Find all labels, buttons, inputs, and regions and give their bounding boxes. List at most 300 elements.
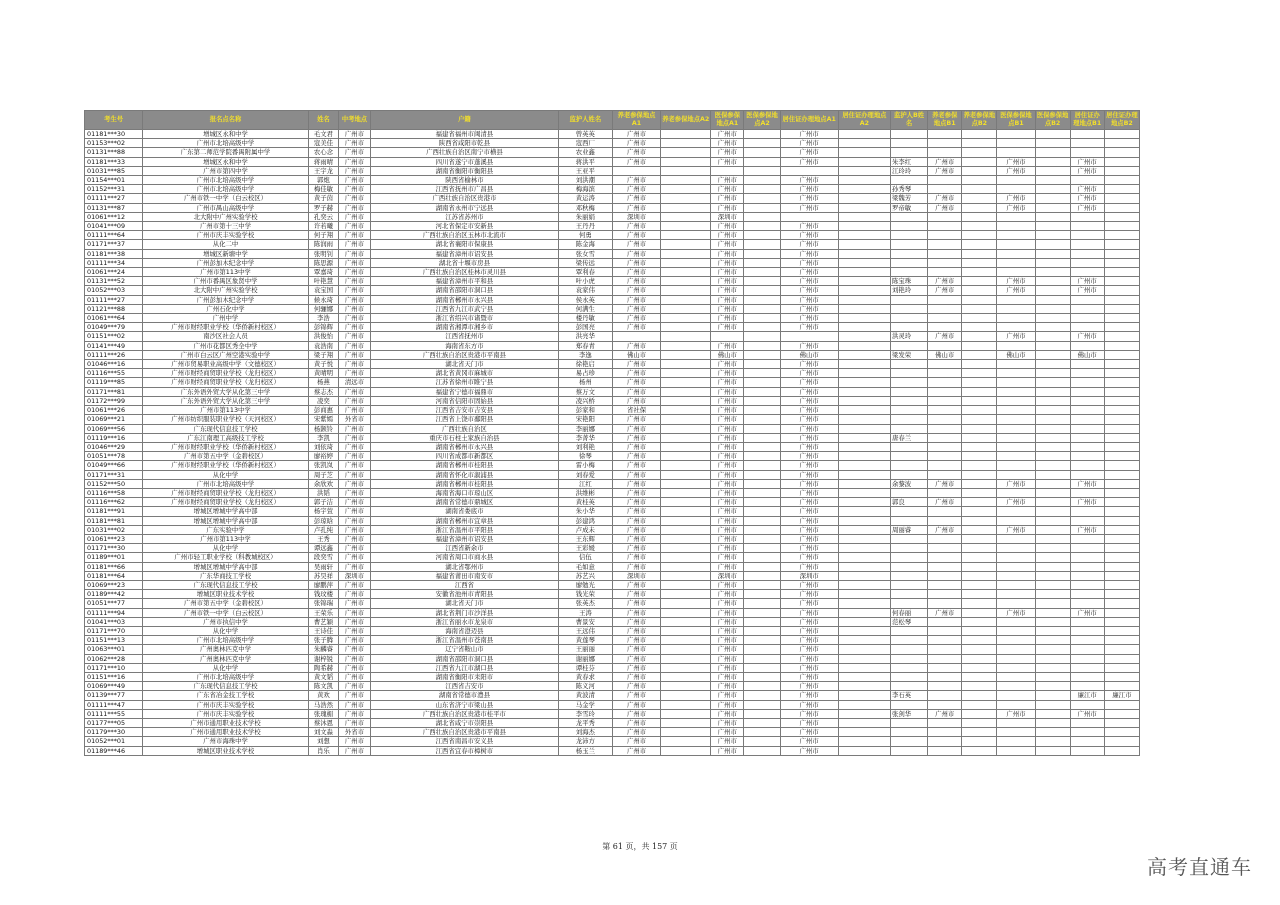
table-cell [1104,203,1139,212]
table-cell [744,295,780,304]
table-cell [711,166,744,175]
table-cell [997,185,1035,194]
table-cell [1104,534,1139,543]
table-cell [928,672,962,681]
table-cell [928,599,962,608]
table-cell: 湖南省郴州市桂阳县 [371,479,559,488]
table-cell [661,636,711,645]
table-cell [838,240,890,249]
table-cell [1035,534,1070,543]
table-cell: 彭建鸿 [558,516,612,525]
table-cell: 湖南省湘潭市湘乡市 [371,323,559,332]
table-cell: 廖裕婷 [308,452,338,461]
table-cell [1035,424,1070,433]
table-row [85,360,1140,369]
table-cell [928,562,962,571]
table-cell [1035,396,1070,405]
table-cell [962,341,997,350]
table-cell [997,304,1035,313]
table-cell [661,442,711,451]
table-row [85,553,1140,562]
table-cell: 01151***02 [85,332,143,341]
table-cell [1035,442,1070,451]
table-cell: 梁魏芳 [890,194,927,203]
table-cell [1035,258,1070,267]
table-cell: 广州市 [338,406,370,415]
table-cell [1104,212,1139,221]
table-cell [838,691,890,700]
table-cell [1070,580,1104,589]
table-cell [1070,728,1104,737]
table-cell: 深圳市 [711,212,744,221]
table-cell: 何满生 [558,304,612,313]
table-cell [838,498,890,507]
table-cell [1104,553,1139,562]
table-cell [997,682,1035,691]
table-cell: 广州市 [711,360,744,369]
table-cell [1104,498,1139,507]
table-cell: 李雪玲 [558,709,612,718]
table-cell: 杨宇萱 [308,507,338,516]
table-cell [1070,507,1104,516]
table-cell: 广州市财经职业学校（华侨新村校区） [143,323,309,332]
table-cell [1104,461,1139,470]
table-cell [1104,258,1139,267]
table-cell: 江玲玲 [890,166,927,175]
table-cell: 广州市 [780,139,838,148]
table-cell [661,341,711,350]
table-cell: 广州市 [1070,608,1104,617]
table-cell: 徐艳启 [558,360,612,369]
table-cell: 广州市 [1070,166,1104,175]
table-cell [838,249,890,258]
table-cell [962,507,997,516]
table-cell: 广州市 [711,562,744,571]
table-cell [744,424,780,433]
table-cell [890,176,927,185]
table-cell: 广州市 [711,682,744,691]
table-cell [744,304,780,313]
table-cell [962,249,997,258]
table-cell: 杨颢铃 [308,424,338,433]
table-cell [661,415,711,424]
table-cell: 刘依琦 [308,442,338,451]
table-cell [962,304,997,313]
table-cell: 广州市 [780,700,838,709]
table-cell: 广东华商技工学校 [143,571,309,580]
table-cell: 广州市 [338,746,370,755]
table-cell: 广州市通用职业技术学校 [143,728,309,737]
table-cell [744,360,780,369]
table-cell [1104,378,1139,387]
table-cell [744,672,780,681]
table-cell [1070,424,1104,433]
table-cell [1104,599,1139,608]
table-cell: 广州市 [711,599,744,608]
table-cell: 广州市 [338,562,370,571]
table-cell [744,314,780,323]
table-cell [962,332,997,341]
table-cell [1035,203,1070,212]
table-cell [1035,231,1070,240]
table-cell [838,323,890,332]
table-cell: 湖南省衡阳市衡阳县 [371,166,559,175]
table-cell: 彭琼晗 [308,516,338,525]
table-cell: 福建省福州市闽清县 [371,130,559,139]
table-cell: 广州市 [338,617,370,626]
table-cell [661,139,711,148]
table-cell: 广州市 [780,737,838,746]
table-cell: 广州市 [711,203,744,212]
table-cell: 广州市 [711,304,744,313]
table-cell: 01121***88 [85,304,143,313]
table-cell: 广州市 [612,157,660,166]
table-cell: 广州市禺山高级中学 [143,203,309,212]
table-cell [744,341,780,350]
table-row [85,663,1140,672]
table-cell: 广州市 [338,544,370,553]
table-cell [997,507,1035,516]
table-cell [1104,433,1139,442]
table-cell [997,488,1035,497]
table-cell: 湖南省衡阳市耒阳市 [371,672,559,681]
table-cell [1035,360,1070,369]
table-cell: 广州市 [338,691,370,700]
table-cell: 陈思源 [308,258,338,267]
table-cell [1035,148,1070,157]
table-cell [890,396,927,405]
table-cell: 广州市 [338,314,370,323]
table-cell [1104,166,1139,175]
table-cell: 广州市庆丰实验学校 [143,231,309,240]
table-cell: 广州市 [780,249,838,258]
table-cell: 苏昊祥 [308,571,338,580]
table-cell: 广州市财经商贸职业学校（龙归校区） [143,498,309,507]
table-cell: 广州市 [338,525,370,534]
table-cell [997,433,1035,442]
table-cell: 广东现代信息技工学校 [143,682,309,691]
table-cell [838,341,890,350]
table-cell [1035,700,1070,709]
table-cell: 广州市 [780,314,838,323]
table-row [85,507,1140,516]
table-cell: 广州市 [338,470,370,479]
table-cell: 广州市 [1070,479,1104,488]
table-cell [661,626,711,635]
table-cell [1070,663,1104,672]
table-cell: 广州市 [612,580,660,589]
table-cell: 唐春兰 [890,433,927,442]
table-cell: 广州市 [780,516,838,525]
table-cell [1035,369,1070,378]
table-row [85,719,1140,728]
table-cell [744,525,780,534]
table-cell [997,636,1035,645]
table-cell [744,332,780,341]
table-cell: 广州市 [711,498,744,507]
table-cell: 王秀 [308,534,338,543]
table-row [85,387,1140,396]
table-cell: 广东外语外贸大学从化第三中学 [143,396,309,405]
table-cell: 广州市 [711,277,744,286]
table-cell [890,571,927,580]
table-row [85,746,1140,755]
table-cell: 王丽丽 [558,645,612,654]
table-cell [744,378,780,387]
table-cell: 广州市 [997,194,1035,203]
table-cell [1035,590,1070,599]
table-cell [1070,571,1104,580]
table-cell: 广州市 [338,323,370,332]
table-cell [962,258,997,267]
table-cell: 01049***79 [85,323,143,332]
table-cell: 陕西省咸阳市乾县 [371,139,559,148]
table-cell [744,608,780,617]
table-row [85,212,1140,221]
table-cell: 广州市庆丰实验学校 [143,709,309,718]
table-cell: 广州市 [711,580,744,589]
table-cell: 南沙区社会人员 [143,332,309,341]
table-cell: 广州市 [711,728,744,737]
table-cell [962,350,997,359]
table-cell [1070,176,1104,185]
table-cell: 01031***85 [85,166,143,175]
table-cell: 王彩媛 [558,544,612,553]
table-cell: 广州市 [780,360,838,369]
table-cell [1104,130,1139,139]
table-cell [928,341,962,350]
table-cell: 广州中学 [143,314,309,323]
table-cell [997,442,1035,451]
table-cell: 河南省周口市商水县 [371,553,559,562]
table-cell [661,424,711,433]
table-cell [890,452,927,461]
table-cell: 邓秋梅 [558,203,612,212]
table-cell: 01171***37 [85,240,143,249]
table-cell [962,203,997,212]
table-cell [928,240,962,249]
table-cell: 广州市第五中学（金碧校区） [143,599,309,608]
table-cell [744,507,780,516]
table-cell [1070,442,1104,451]
table-cell [1104,608,1139,617]
table-cell [838,746,890,755]
table-cell [1035,470,1070,479]
table-cell [1104,360,1139,369]
table-cell [838,470,890,479]
table-cell [997,295,1035,304]
table-cell: 广州市 [780,608,838,617]
table-cell [744,166,780,175]
table-cell: 广州市 [612,709,660,718]
table-cell [1104,562,1139,571]
table-cell: 谢梓锐 [308,654,338,663]
table-row [85,369,1140,378]
table-cell [962,737,997,746]
table-cell: 01171***10 [85,663,143,672]
table-cell: 广州市 [780,268,838,277]
table-cell [744,415,780,424]
table-cell [890,341,927,350]
table-cell: 广州市 [612,139,660,148]
table-cell: 湖南省永州市宁远县 [371,203,559,212]
table-cell: 广州市 [612,516,660,525]
table-cell: 广州市 [1070,277,1104,286]
table-cell [997,231,1035,240]
table-cell: 广州市 [612,203,660,212]
table-cell [1104,452,1139,461]
table-cell [928,323,962,332]
table-cell: 增城区增城中学高中部 [143,562,309,571]
table-cell [928,461,962,470]
table-cell: 01153***02 [85,139,143,148]
table-cell [1035,709,1070,718]
table-cell [997,268,1035,277]
table-cell [838,295,890,304]
table-cell: 广州市 [612,617,660,626]
table-cell [928,553,962,562]
table-cell [838,617,890,626]
table-cell [928,746,962,755]
table-cell [997,212,1035,221]
table-cell [744,286,780,295]
table-cell [1104,700,1139,709]
table-cell [1104,571,1139,580]
table-cell: 许若曦 [308,222,338,231]
table-cell: 广州市 [711,709,744,718]
table-cell [744,203,780,212]
table-cell: 广州市 [612,626,660,635]
column-header: 居住证办理地点A2 [838,111,890,130]
table-cell: 深圳市 [612,571,660,580]
table-cell [744,488,780,497]
table-cell [928,130,962,139]
table-cell: 增城区职业技术学校 [143,746,309,755]
table-cell: 01139***77 [85,691,143,700]
table-cell: 01061***26 [85,406,143,415]
table-cell [1070,314,1104,323]
table-cell [962,194,997,203]
table-cell: 彭商惠 [308,406,338,415]
table-cell [928,415,962,424]
column-header: 居住证办理地点A1 [780,111,838,130]
table-cell: 广州市 [612,286,660,295]
table-cell [661,654,711,663]
table-cell: 李菁华 [558,433,612,442]
table-cell [1104,277,1139,286]
table-cell: 梁发荣 [890,350,927,359]
table-cell [744,130,780,139]
table-cell [661,516,711,525]
table-cell [962,516,997,525]
table-cell: 广州市 [780,157,838,166]
table-cell: 黄运涛 [558,194,612,203]
table-cell: 蒋洪平 [558,157,612,166]
table-cell: 01131***88 [85,148,143,157]
table-cell [962,700,997,709]
table-cell [1104,286,1139,295]
table-cell [890,461,927,470]
table-cell [744,719,780,728]
table-cell: 广州市铁一中学（白云校区） [143,608,309,617]
table-cell [890,139,927,148]
table-cell [890,360,927,369]
table-cell: 廖鹏萍 [308,580,338,589]
table-cell: 广州市 [997,157,1035,166]
table-cell [744,139,780,148]
table-cell [1035,498,1070,507]
table-cell: 福建省宁德市福鼎市 [371,387,559,396]
table-cell: 01152***31 [85,185,143,194]
table-cell: 何子翔 [308,231,338,240]
table-row [85,452,1140,461]
table-cell: 广州市轻工职业学校（科教城校区） [143,553,309,562]
table-cell: 袁浩南 [308,341,338,350]
table-cell: 广州市 [1070,525,1104,534]
table-cell: 广州市 [780,258,838,267]
table-cell [838,534,890,543]
table-cell: 湖南省怀化市溆浦县 [371,470,559,479]
table-cell [890,663,927,672]
table-cell: 广州市 [711,240,744,249]
table-cell: 广州市 [612,682,660,691]
table-row [85,157,1140,166]
table-cell: 广州市财经商贸职业学校（龙归校区） [143,378,309,387]
table-cell: 广州市 [780,240,838,249]
table-cell: 广州市 [1070,157,1104,166]
table-cell [838,387,890,396]
table-cell [928,663,962,672]
table-cell: 佛山市 [997,350,1035,359]
table-cell: 梅海滨 [558,185,612,194]
table-cell [962,580,997,589]
table-cell: 谢丽娜 [558,654,612,663]
table-cell [1070,636,1104,645]
table-cell: 广州市 [780,654,838,663]
table-cell [1104,341,1139,350]
table-cell: 广州市 [612,360,660,369]
table-cell [661,544,711,553]
table-cell: 广州市 [612,562,660,571]
table-cell: 广州市 [338,663,370,672]
table-cell [928,682,962,691]
table-cell [1035,157,1070,166]
table-cell: 广州市 [711,341,744,350]
table-cell: 广西壮族自治区贵港市平南县 [371,728,559,737]
table-cell: 江西省九江市湖口县 [371,663,559,672]
table-cell [838,737,890,746]
table-row [85,709,1140,718]
table-row [85,268,1140,277]
table-cell: 蔡沐恩 [308,719,338,728]
table-cell: 广西壮族自治区玉林市北流市 [371,231,559,240]
table-cell: 广州市北培高级中学 [143,636,309,645]
table-cell [1070,461,1104,470]
table-cell [838,488,890,497]
table-cell: 广州市 [612,672,660,681]
table-cell: 广州市 [780,599,838,608]
table-cell: 广东实验中学 [143,525,309,534]
table-cell [962,268,997,277]
table-cell [838,424,890,433]
table-cell: 广州市 [1070,286,1104,295]
table-cell: 广州市 [780,323,838,332]
table-cell: 01069***56 [85,424,143,433]
table-cell [1035,295,1070,304]
table-cell: 广州市 [612,645,660,654]
table-cell [890,249,927,258]
table-cell [780,166,838,175]
